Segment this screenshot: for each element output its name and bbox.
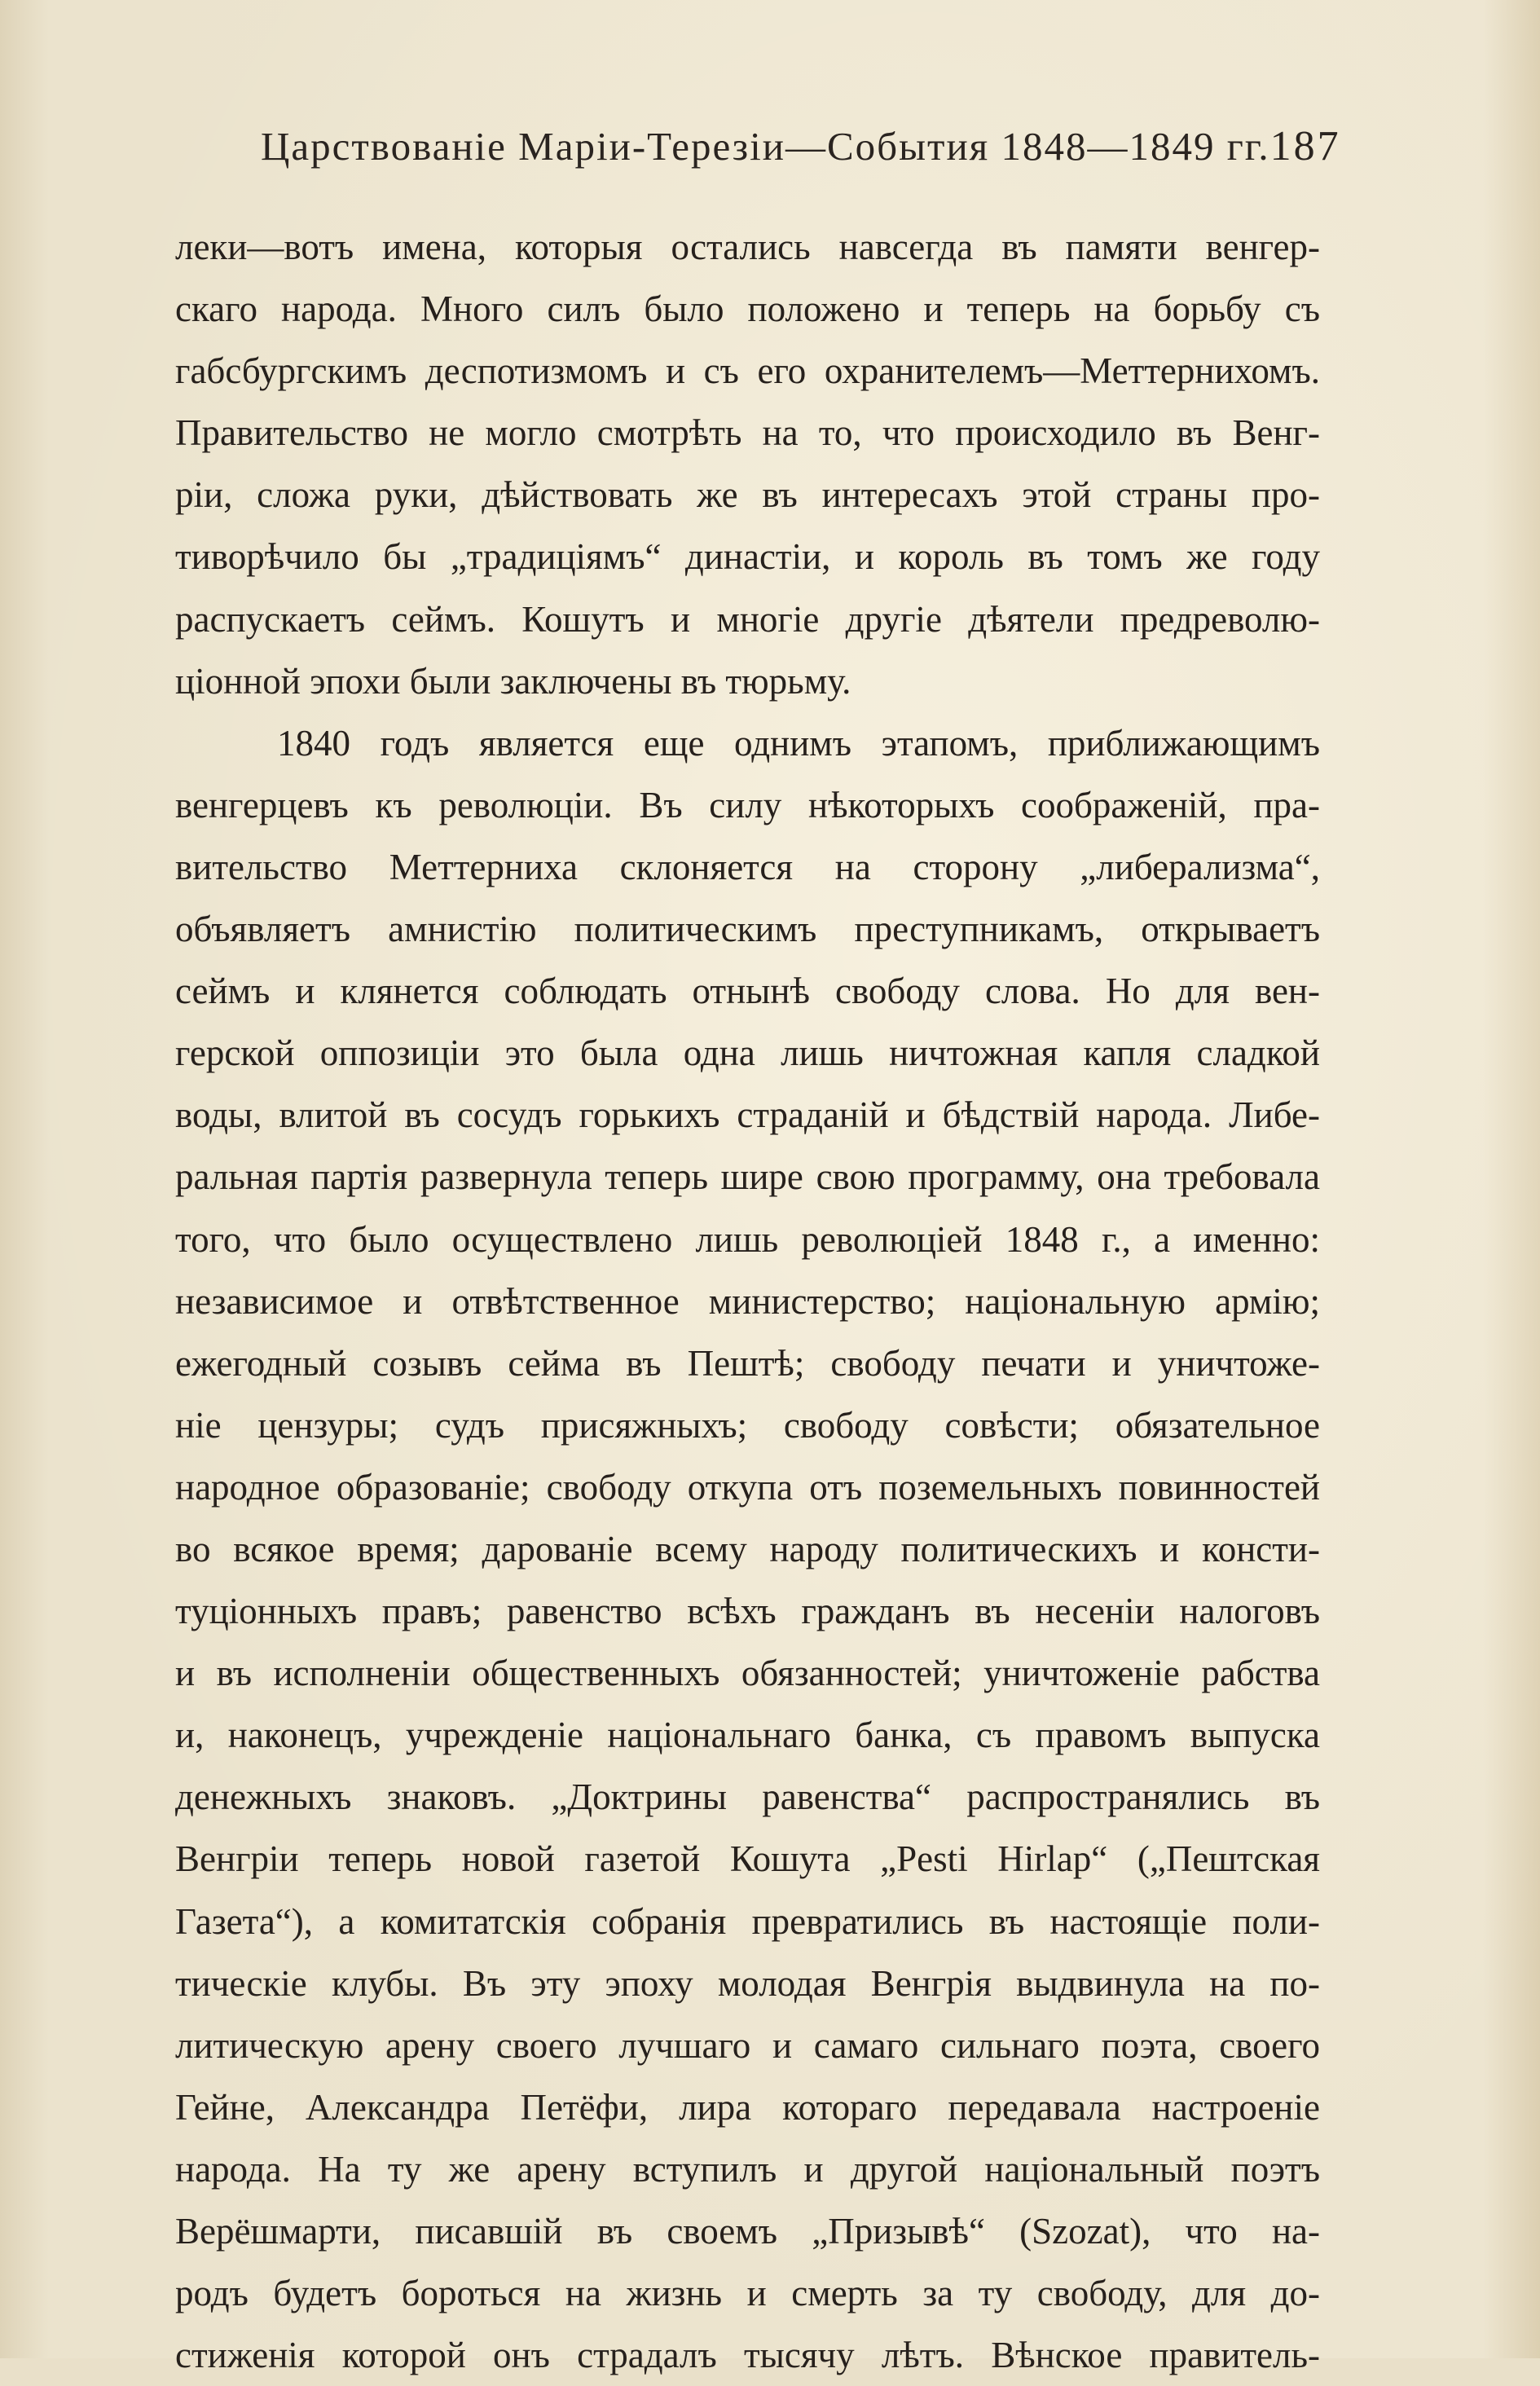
text-line: ціонной эпохи были заключены въ тюрьму.: [175, 660, 851, 702]
text-line: независимое и отвѣтственное министерство; національную армію;: [175, 1280, 1320, 1322]
text-line: Газета“), а комитатскія собранія превратились въ настоящіе поли-: [175, 1900, 1320, 1942]
text-line: стиженія которой онъ страдалъ тысячу лѣтъ. Вѣнское правитель-: [175, 2335, 1320, 2376]
text-line: ніе цензуры; судъ присяжныхъ; свободу совѣсти; обязательное: [175, 1404, 1320, 1446]
text-line: туціонныхъ правъ; равенство всѣхъ гражданъ въ несеніи налоговъ: [175, 1591, 1320, 1632]
paragraph-2: [175, 712, 1320, 2386]
text-line: венгерцевъ къ революціи. Въ силу нѣкоторыхъ соображеній, пра-: [175, 784, 1320, 825]
text-line: воды, влитой въ сосудъ горькихъ страданій и бѣдствій народа. Либе-: [175, 1094, 1320, 1136]
text-line: 1840 годъ является еще однимъ этапомъ, приближающимъ: [277, 722, 1320, 764]
text-line: Венгріи теперь новой газетой Кошута „Pesti Hirlap“ („Пештская: [175, 1838, 1320, 1880]
text-line: сеймъ и клянется соблюдать отнынѣ свободу слова. Но для вен-: [175, 971, 1320, 1012]
text-line: скаго народа. Много силъ было положено и теперь на борьбу съ: [175, 288, 1320, 330]
text-line: народа. На ту же арену вступилъ и другой національный поэтъ: [175, 2148, 1320, 2190]
text-line: денежныхъ знаковъ. „Доктрины равенства“ распространялись въ: [175, 1776, 1320, 1818]
text-line: тиворѣчило бы „традиціямъ“ династіи, и король въ томъ же году: [175, 536, 1320, 578]
text-line: распускаетъ сеймъ. Кошутъ и многіе другіе дѣятели предреволю-: [175, 598, 1320, 640]
text-line: тическіе клубы. Въ эту эпоху молодая Венгрія выдвинула на по-: [175, 1962, 1320, 2004]
text-line: и въ исполненіи общественныхъ обязанностей; уничтоженіе рабства: [175, 1653, 1320, 1694]
text-line: Правительство не могло смотрѣть на то, что происходило въ Венг-: [175, 412, 1320, 454]
text-line: ральная партія развернула теперь шире свою программу, она требовала: [175, 1156, 1320, 1198]
text-line: герской оппозиціи это была одна лишь ничтожная капля сладкой: [175, 1032, 1320, 1074]
text-line: леки—вотъ имена, которыя остались навсегда въ памяти венгер-: [175, 227, 1320, 267]
text-line: ежегодный созывъ сейма въ Пештѣ; свободу печати и уничтоже-: [175, 1342, 1320, 1384]
text-line: народное образованіе; свободу откупа отъ поземельныхъ повинностей: [175, 1466, 1320, 1508]
text-line: литическую арену своего лучшаго и самаго сильнаго поэта, своего: [175, 2024, 1320, 2066]
page-number: 187: [1269, 123, 1341, 169]
paragraph-1: [175, 216, 1320, 712]
text-line: вительство Меттерниха склоняется на сторону „либерализма“,: [175, 846, 1320, 887]
running-title: Царствованіе Маріи-Терезіи—События 1848—1849 гг.: [261, 124, 1270, 169]
text-line: Гейне, Александра Петёфи, лира котораго передавала настроеніе: [175, 2086, 1320, 2128]
body-text: [175, 216, 1320, 2386]
text-line: того, что было осуществлено лишь революціей 1848 г., а именно:: [175, 1218, 1320, 1260]
running-header: [261, 122, 1341, 179]
text-line: ріи, сложа руки, дѣйствовать же въ интересахъ этой страны про-: [175, 474, 1320, 516]
text-line: Верёшмарти, писавшій въ своемъ „Призывѣ“ (Szozat), что на-: [175, 2211, 1320, 2252]
text-line: и, наконецъ, учрежденіе національнаго банка, съ правомъ выпуска: [175, 1715, 1320, 1756]
text-line: во всякое время; дарованіе всему народу политическихъ и консти-: [175, 1528, 1320, 1569]
text-line: родъ будетъ бороться на жизнь и смерть за ту свободу, для до-: [175, 2273, 1320, 2314]
text-line: габсбургскимъ деспотизмомъ и съ его охранителемъ—Меттернихомъ.: [175, 350, 1320, 392]
text-line: объявляетъ амнистію политическимъ преступникамъ, открываетъ: [175, 909, 1320, 950]
